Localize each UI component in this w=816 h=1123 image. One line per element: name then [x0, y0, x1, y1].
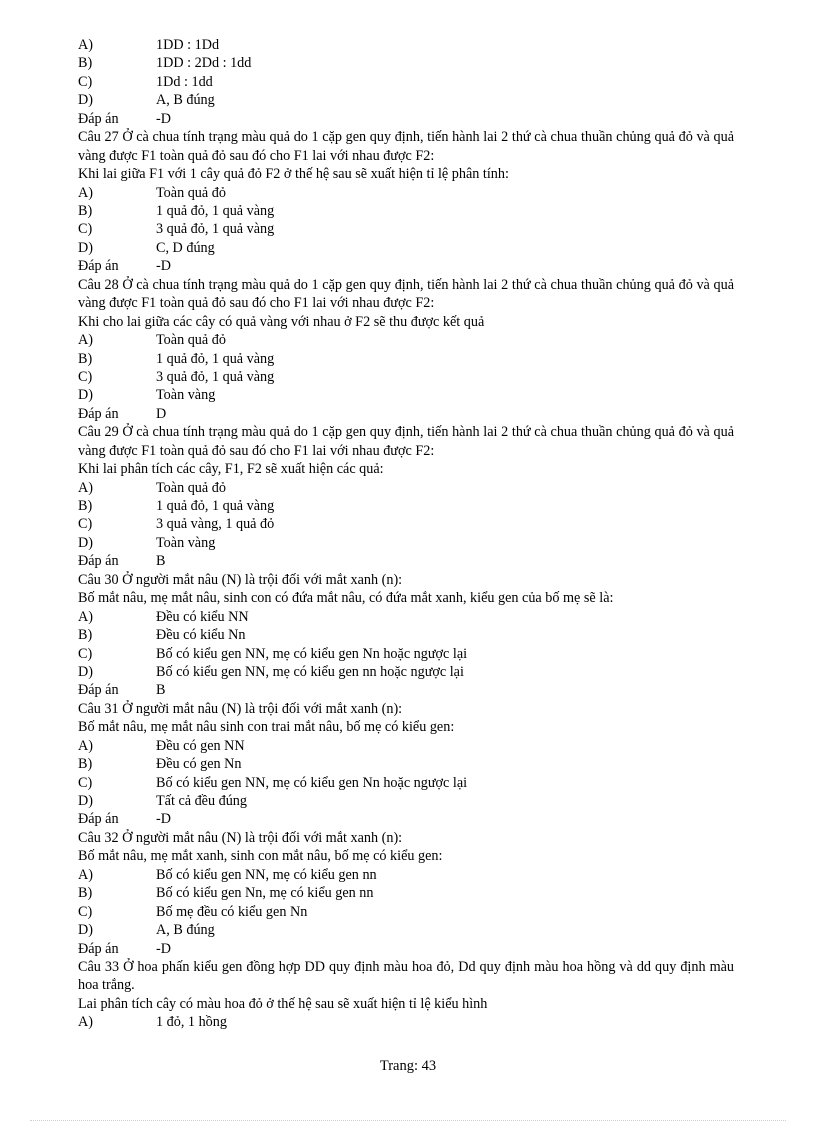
option-text: D	[156, 405, 167, 422]
option-text: 3 quả đỏ, 1 quả vàng	[156, 368, 275, 385]
question-line: Lai phân tích cây có màu hoa đỏ ở thế hệ sau sẽ xuất hiện tỉ lệ kiểu hình	[78, 995, 488, 1012]
option-label: D)	[78, 92, 93, 109]
option-text: 1 đỏ, 1 hồng	[156, 1014, 227, 1031]
option-text: -D	[156, 811, 171, 828]
question-line: Bố mắt nâu, mẹ mắt xanh, sinh con mắt nâu, bố mẹ có kiểu gen:	[78, 848, 443, 865]
option-text: -D	[156, 110, 171, 127]
option-label: C)	[78, 645, 93, 662]
question-line: Khi cho lai giữa các cây có quả vàng với nhau ở F2 sẽ thu được kết quả	[78, 313, 485, 330]
question-paragraph: Câu 33 Ở hoa phấn kiểu gen đồng hợp DD quy định màu hoa đỏ, Dd quy định màu hoa hồng và dd quy định màu hoa trắng.	[78, 958, 734, 994]
question-line: Bố mắt nâu, mẹ mắt nâu, sinh con có đứa mắt nâu, có đứa mắt xanh, kiểu gen của bố mẹ sẽ là:	[78, 590, 614, 607]
option-line	[78, 608, 734, 626]
option-line	[78, 36, 734, 54]
option-text: Đều có kiểu Nn	[156, 627, 246, 644]
question-line: Bố mắt nâu, mẹ mắt nâu sinh con trai mắt nâu, bố mẹ có kiểu gen:	[78, 719, 455, 736]
option-label: A)	[78, 332, 93, 349]
option-line	[78, 368, 734, 386]
option-text: B	[156, 682, 166, 699]
option-line	[78, 73, 734, 91]
question-paragraph: Câu 28 Ở cà chua tính trạng màu quả do 1 cặp gen quy định, tiến hành lai 2 thứ cà chua thuần chủng quả đỏ và quả vàng được F1 toàn quả đỏ sau đó cho F1 lai với nhau được F2:	[78, 276, 734, 312]
option-text: Bố có kiểu gen NN, mẹ có kiểu gen Nn hoặc ngược lại	[156, 645, 468, 662]
option-text: 3 quả vàng, 1 quả đỏ	[156, 516, 275, 533]
option-line	[78, 91, 734, 109]
option-text: B	[156, 553, 166, 570]
option-text: Toàn vàng	[156, 387, 216, 404]
option-line	[78, 54, 734, 72]
option-line	[78, 866, 734, 884]
option-label: A)	[78, 1014, 93, 1031]
option-label: A)	[78, 184, 93, 201]
option-label: B)	[78, 498, 93, 515]
option-label: Đáp án	[78, 682, 119, 699]
option-text: Toàn quả đỏ	[156, 479, 226, 496]
answer-line	[78, 405, 734, 423]
option-text: Đều có kiểu NN	[156, 608, 249, 625]
option-line	[78, 792, 734, 810]
option-line	[78, 626, 734, 644]
option-text: Bố có kiểu gen NN, mẹ có kiểu gen Nn hoặc ngược lại	[156, 774, 468, 791]
option-text: -D	[156, 940, 171, 957]
option-line	[78, 239, 734, 257]
option-label: D)	[78, 663, 93, 680]
option-line	[78, 645, 734, 663]
document-body	[78, 36, 734, 1032]
option-label: Đáp án	[78, 258, 119, 275]
option-text: A, B đúng	[156, 922, 215, 939]
option-line	[78, 884, 734, 902]
option-label: A)	[78, 479, 93, 496]
option-label: C)	[78, 774, 93, 791]
option-label: B)	[78, 627, 93, 644]
answer-line	[78, 552, 734, 570]
option-label: C)	[78, 903, 93, 920]
option-label: C)	[78, 368, 93, 385]
option-line	[78, 737, 734, 755]
answer-line	[78, 810, 734, 828]
option-text: 1 quả đỏ, 1 quả vàng	[156, 202, 275, 219]
option-line	[78, 921, 734, 939]
option-label: D)	[78, 239, 93, 256]
option-text: 1 quả đỏ, 1 quả vàng	[156, 498, 275, 515]
option-label: Đáp án	[78, 553, 119, 570]
option-text: C, D đúng	[156, 239, 215, 256]
option-text: Bố có kiểu gen NN, mẹ có kiểu gen nn	[156, 866, 377, 883]
answer-line	[78, 940, 734, 958]
option-label: B)	[78, 55, 93, 72]
option-label: Đáp án	[78, 811, 119, 828]
option-text: 1 quả đỏ, 1 quả vàng	[156, 350, 275, 367]
page-bottom-rule	[30, 1120, 786, 1121]
option-label: B)	[78, 885, 93, 902]
option-line	[78, 774, 734, 792]
option-label: D)	[78, 387, 93, 404]
option-label: B)	[78, 350, 93, 367]
option-line	[78, 202, 734, 220]
option-text: Đều có gen Nn	[156, 756, 242, 773]
option-label: B)	[78, 202, 93, 219]
option-text: Toàn quả đỏ	[156, 332, 226, 349]
option-line	[78, 331, 734, 349]
option-label: A)	[78, 608, 93, 625]
option-label: C)	[78, 221, 93, 238]
option-text: 1Dd : 1dd	[156, 73, 213, 90]
option-line	[78, 1013, 734, 1031]
option-line	[78, 534, 734, 552]
answer-line	[78, 257, 734, 275]
option-label: A)	[78, 37, 93, 53]
option-text: Tất cả đều đúng	[156, 793, 247, 810]
option-text: -D	[156, 258, 171, 275]
answer-line	[78, 110, 734, 128]
option-text: 1DD : 1Dd	[156, 37, 220, 53]
question-line: Khi lai phân tích các cây, F1, F2 sẽ xuất hiện các quả:	[78, 461, 384, 478]
option-line	[78, 220, 734, 238]
question-paragraph: Câu 27 Ở cà chua tính trạng màu quả do 1 cặp gen quy định, tiến hành lai 2 thứ cà chua thuần chủng quả đỏ và quả vàng được F1 toàn quả đỏ sau đó cho F1 lai với nhau được F2:	[78, 129, 734, 164]
option-text: Đều có gen NN	[156, 737, 245, 754]
option-line	[78, 386, 734, 404]
option-line	[78, 184, 734, 202]
answer-line	[78, 681, 734, 699]
page-number: Trang: 43	[379, 1058, 437, 1074]
option-line	[78, 497, 734, 515]
option-line	[78, 479, 734, 497]
question-line: Câu 31 Ở người mắt nâu (N) là trội đối với mắt xanh (n):	[78, 700, 403, 717]
option-label: A)	[78, 737, 93, 754]
option-label: D)	[78, 922, 93, 939]
option-line	[78, 350, 734, 368]
option-text: A, B đúng	[156, 92, 215, 109]
option-label: D)	[78, 534, 93, 551]
option-label: B)	[78, 756, 93, 773]
question-paragraph: Câu 29 Ở cà chua tính trạng màu quả do 1 cặp gen quy định, tiến hành lai 2 thứ cà chua thuần chủng quả đỏ và quả vàng được F1 toàn quả đỏ sau đó cho F1 lai với nhau được F2:	[78, 424, 734, 459]
option-line	[78, 755, 734, 773]
option-label: A)	[78, 866, 93, 883]
option-text: Toàn vàng	[156, 534, 216, 551]
option-label: C)	[78, 73, 93, 90]
option-label: D)	[78, 793, 93, 810]
option-label: C)	[78, 516, 93, 533]
question-line: Câu 32 Ở người mắt nâu (N) là trội đối với mắt xanh (n):	[78, 829, 403, 846]
option-text: 3 quả đỏ, 1 quả vàng	[156, 221, 275, 238]
option-text: Bố có kiểu gen NN, mẹ có kiểu gen nn hoặc ngược lại	[156, 663, 464, 680]
question-line: Câu 30 Ở người mắt nâu (N) là trội đối với mắt xanh (n):	[78, 571, 403, 588]
option-text: Bố mẹ đều có kiểu gen Nn	[156, 903, 308, 920]
option-text: 1DD : 2Dd : 1dd	[156, 55, 252, 72]
option-line	[78, 663, 734, 681]
option-text: Toàn quả đỏ	[156, 184, 226, 201]
option-label: Đáp án	[78, 940, 119, 957]
option-label: Đáp án	[78, 405, 119, 422]
question-line: Khi lai giữa F1 với 1 cây quả đỏ F2 ở thế hệ sau sẽ xuất hiện tỉ lệ phân tính:	[78, 166, 509, 183]
option-label: Đáp án	[78, 110, 119, 127]
option-line	[78, 515, 734, 533]
option-text: Bố có kiểu gen Nn, mẹ có kiểu gen nn	[156, 885, 374, 902]
option-line	[78, 903, 734, 921]
